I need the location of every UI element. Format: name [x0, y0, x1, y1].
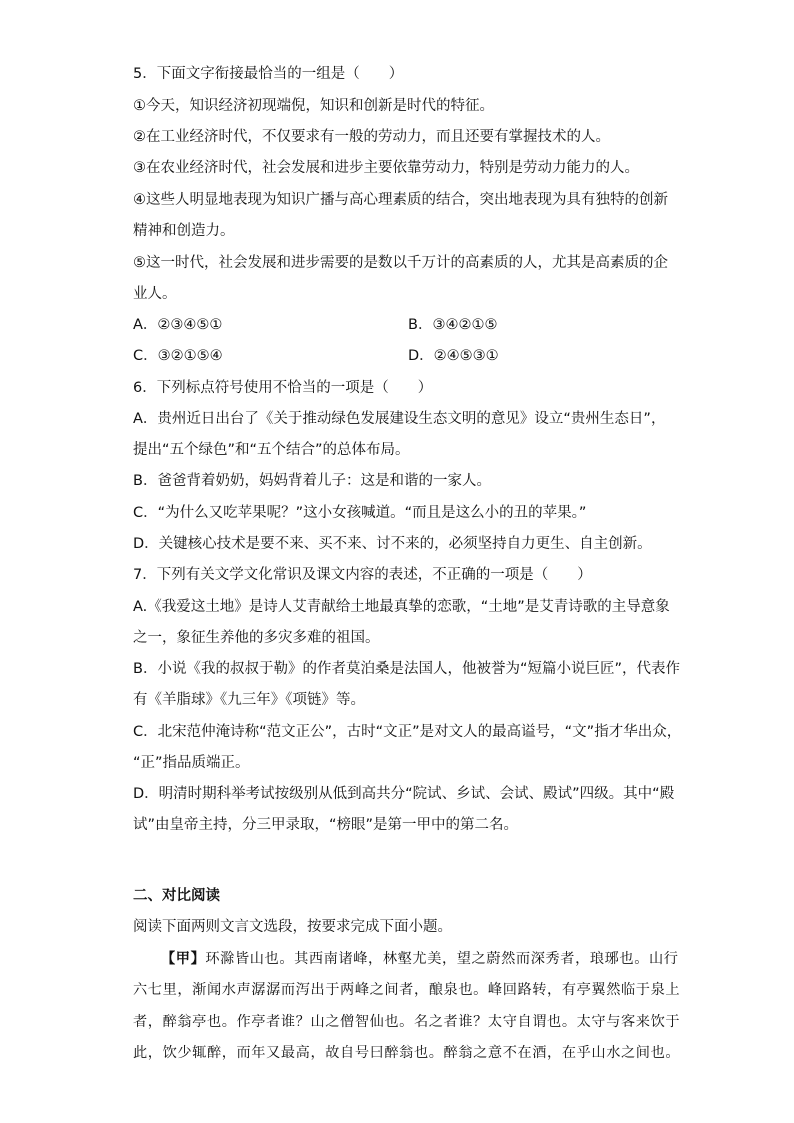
q5-sentence-2: ②在工业经济时代，不仅要求有一般的劳动力，而且还要有掌握技术的人。 [133, 129, 610, 145]
q7-option-b-line2: 有《羊脂球》《九三年》《项链》等。 [133, 692, 365, 708]
q5-sentence-4b: 精神和创造力。 [133, 223, 235, 239]
classical-text-line1-body: 环滁皆山也。其西南诸峰，林壑尤美，望之蔚然而深秀者，琅琊也。山行 [205, 951, 679, 967]
q5-sentence-4a: ④这些人明显地表现为知识广播与高心理素质的结合，突出地表现为具有独特的创新 [133, 192, 668, 208]
section-heading: 二、对比阅读 [133, 888, 220, 904]
q7-option-d-line1: D．明清时期科举考试按级别从低到高共分“院试、乡试、会试、殿试”四级。其中“殿 [133, 786, 675, 802]
classical-text-line4: 此，饮少辄醉，而年又最高，故自号曰醉翁也。醉翁之意不在酒，在乎山水之间也。 [133, 1045, 681, 1061]
q7-option-c-line2: “正”指品质端正。 [133, 755, 250, 771]
section-intro: 阅读下面两则文言文选段，按要求完成下面小题。 [133, 919, 452, 935]
q6-stem: 6．下列标点符号使用不恰当的一项是（ ） [133, 380, 433, 396]
q7-stem: 7．下列有关文学文化常识及课文内容的表述，不正确的一项是（ ） [133, 567, 592, 583]
q5-option-b: B．③④②①⑤ [408, 317, 498, 333]
passage-label: 【甲】 [161, 951, 206, 967]
q5-sentence-5b: 业人。 [133, 286, 177, 302]
q6-option-b: B．爸爸背着奶奶，妈妈背着儿子：这是和谐的一家人。 [133, 473, 491, 489]
q5-stem: 5．下面文字衔接最恰当的一组是（ ） [133, 66, 404, 82]
q7-option-a-line2: 之一，象征生养他的多灾多难的祖国。 [133, 630, 380, 646]
q5-option-c: C．③②①⑤④ [133, 348, 223, 364]
q6-option-d: D．关键核心技术是要不来、买不来、讨不来的，必须坚持自力更生、自主创新。 [133, 536, 652, 552]
q5-option-a: A．②③④⑤① [133, 317, 223, 333]
q7-option-c-line1: C．北宋范仲淹诗称“范文正公”，古时“文正”是对文人的最高谥号，“文”指才华出众， [133, 724, 682, 740]
q7-option-b-line1: B．小说《我的叔叔于勒》的作者莫泊桑是法国人，他被誉为“短篇小说巨匠”，代表作 [133, 661, 680, 677]
classical-text-line2: 六七里，渐闻水声潺潺而泻出于两峰之间者，酿泉也。峰回路转，有亭翼然临于泉上 [133, 982, 681, 998]
q5-sentence-1: ①今天，知识经济初现端倪，知识和创新是时代的特征。 [133, 98, 494, 114]
q5-option-d: D．②④⑤③① [408, 348, 499, 364]
q7-option-a-line1: A.《我爱这土地》是诗人艾青献给土地最真挚的恋歌，“土地”是艾青诗歌的主导意象 [133, 599, 670, 615]
q5-sentence-5a: ⑤这一时代，社会发展和进步需要的是数以千万计的高素质的人，尤其是高素质的企 [133, 255, 668, 271]
q5-sentence-3: ③在农业经济时代，社会发展和进步主要依靠劳动力，特别是劳动力能力的人。 [133, 160, 639, 176]
classical-text-line1 [161, 949, 679, 969]
q6-option-a-line2: 提出“五个绿色”和“五个结合”的总体布局。 [133, 442, 410, 458]
q6-option-c: C．“为什么又吃苹果呢？”这小女孩喊道。“而且是这么小的丑的苹果。” [133, 505, 587, 521]
q6-option-a-line1: A．贵州近日出台了《关于推动绿色发展建设生态文明的意见》设立“贵州生态日”， [133, 411, 666, 427]
q7-option-d-line2: 试”由皇帝主持，分三甲录取，“榜眼”是第一甲中的第二名。 [133, 817, 519, 833]
classical-text-line3: 者，醉翁亭也。作亭者谁？山之僧智仙也。名之者谁？太守自谓也。太守与客来饮于 [133, 1014, 681, 1030]
